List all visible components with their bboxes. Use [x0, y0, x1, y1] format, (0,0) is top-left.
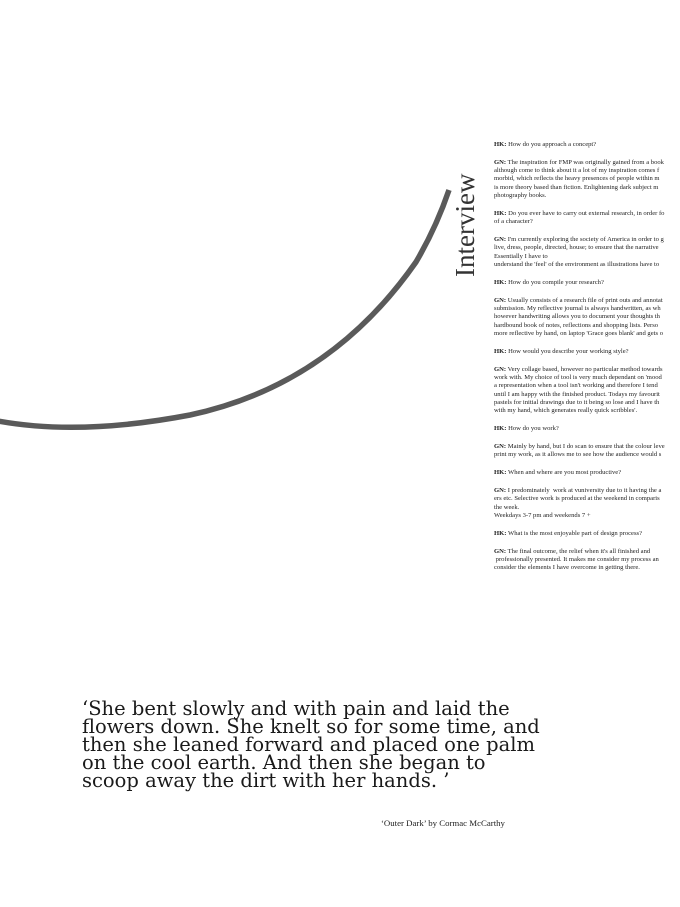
- speaker-label: GN:: [494, 236, 507, 244]
- speaker-label: HK:: [494, 278, 507, 286]
- speaker-label: GN:: [494, 487, 507, 495]
- quote-source: ‘Outer Dark’ by Cormac McCarthy: [381, 818, 505, 828]
- interview-answer: [494, 236, 680, 269]
- qa-text: The final outcome, the relief when it's all finished and professionally presented. It makes me consider my process an consider the elements I have overcome in getting there.: [494, 547, 659, 572]
- qa-text: I predominately work at vuniversity due to it having the a ers etc. Selective work is produced at the weekend in comparis the week. Weekdays 3-7 pm and weekends 7 +: [494, 487, 662, 520]
- qa-text: How would you describe your working style?: [506, 347, 629, 355]
- speaker-label: HK:: [494, 141, 507, 148]
- quote-text: ‘She bent slowly and with pain and laid the flowers down. She knelt so for some time, and then she leaned forward and placed one palm on the cool earth. And then she began to scoop away the dirt with her hands. ’: [82, 697, 540, 792]
- speaker-label: GN:: [494, 296, 507, 304]
- qa-text: How do you approach a concept?: [506, 141, 597, 148]
- interview-answer: [494, 297, 680, 338]
- qa-text: Do you ever have to carry out external research, in order fo of a character?: [494, 209, 665, 226]
- qa-text: What is the most enjoyable part of design process?: [506, 529, 643, 537]
- speaker-label: GN:: [494, 158, 507, 166]
- qa-text: Usually consists of a research file of print outs and annotat submission. My reflective journal is always handwritten, as wh however handwriting allows you to document your thoughts th hardbound book of notes, reflections and shopping lists. Perso more reflective by hand, on laptop 'Grace goes blank' and gets o: [494, 296, 663, 338]
- qa-text: The inspiration for FMP was originally gained from a book although come to think about it a lot of my inspiration comes f morbid, which reflects the heavy presences of people within m is more theory based than fiction. Enlightening dark subject m photography books.: [494, 158, 664, 200]
- interview-answer: [494, 487, 680, 520]
- speaker-label: HK:: [494, 529, 507, 537]
- interview-question: [494, 141, 680, 149]
- speaker-label: GN:: [494, 547, 507, 555]
- qa-text: How do you work?: [506, 425, 559, 433]
- speaker-label: HK:: [494, 425, 507, 433]
- interview-question: [494, 530, 680, 538]
- arc-line: [0, 190, 449, 427]
- interview-answer: [494, 159, 680, 200]
- interview-answer: [494, 548, 680, 573]
- interview-question: [494, 348, 680, 356]
- speaker-label: HK:: [494, 469, 507, 477]
- speaker-label: HK:: [494, 209, 507, 217]
- interview-column: [494, 141, 680, 582]
- interview-question: [494, 210, 680, 227]
- speaker-label: HK:: [494, 347, 507, 355]
- interview-question: [494, 469, 680, 477]
- page-title: Interview: [450, 173, 480, 277]
- qa-text: Very collage based, however no particular method towards work with. My choice of tool is very much dependant on 'mood a representation when a tool isn't working and therefore I tend until I am happy with the finished product. Todays my favourit pastels for initial drawings due to it being so lose and I have th with my hand, which generates really quick scribbles'.: [494, 365, 663, 415]
- qa-text: I'm currently exploring the society of America in order to g live, dress, people, directed, house; to ensure that the narrative Essentially I have to understand the 'feel' of the environment as illustrations have to: [494, 236, 664, 269]
- interview-answer: [494, 443, 680, 460]
- speaker-label: GN:: [494, 365, 507, 373]
- qa-text: When and where are you most productive?: [506, 469, 622, 477]
- qa-text: Mainly by hand, but I do scan to ensure that the colour leve print my work, as it allows me to see how the audience would s: [494, 443, 665, 459]
- interview-question: [494, 279, 680, 287]
- interview-answer: [494, 366, 680, 416]
- speaker-label: GN:: [494, 443, 507, 451]
- qa-text: How do you compile your research?: [506, 278, 604, 286]
- interview-question: [494, 425, 680, 433]
